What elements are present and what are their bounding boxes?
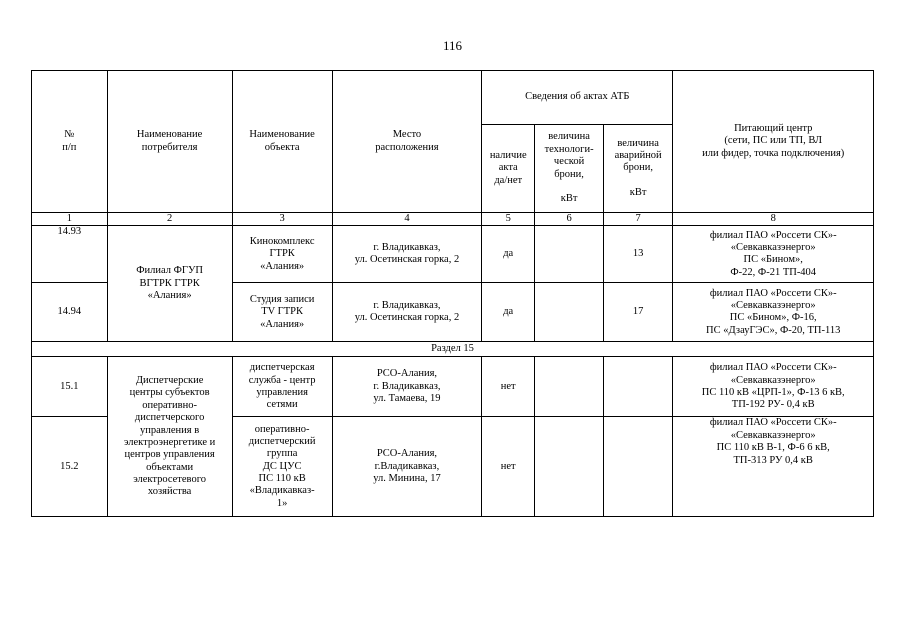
header-num: № п/п <box>32 71 108 213</box>
section-title: Раздел 15 <box>32 342 874 357</box>
location: г. Владикавказ, ул. Осетинская горка, 2 <box>332 226 481 283</box>
tech-reserve <box>535 226 604 283</box>
header-tech-reserve: величина технологи- ческой брони, кВт <box>535 125 604 213</box>
header-emergency-reserve: величина аварийной брони, кВт <box>603 125 673 213</box>
act-presence: нет <box>482 417 535 517</box>
object-name: Студия записи TV ГТРК «Алания» <box>232 283 332 342</box>
emergency-reserve: 17 <box>603 283 673 342</box>
column-number: 3 <box>232 213 332 226</box>
location: РСО-Алания, г.Владикавказ, ул. Минина, 17 <box>332 417 481 517</box>
row-num: 15.1 <box>32 357 108 417</box>
header-supply: Питающий центр (сети, ПС или ТП, ВЛ или фидер, точка подключения) <box>673 71 874 213</box>
object-name: оперативно- диспетчерский группа ДС ЦУС ПС 110 кВ «Владикавказ- 1» <box>232 417 332 517</box>
header-object: Наименование объекта <box>232 71 332 213</box>
row-num: 14.94 <box>32 283 108 342</box>
tech-reserve <box>535 283 604 342</box>
consumer-name: Филиал ФГУП ВГТРК ГТРК «Алания» <box>107 226 232 342</box>
column-number: 7 <box>603 213 673 226</box>
column-number: 1 <box>32 213 108 226</box>
emergency-reserve <box>603 357 673 417</box>
column-number: 2 <box>107 213 232 226</box>
header-consumer: Наименование потребителя <box>107 71 232 213</box>
column-number: 5 <box>482 213 535 226</box>
header-atb-group: Сведения об актах АТБ <box>482 71 673 125</box>
table-row <box>32 226 874 283</box>
header-location: Место расположения <box>332 71 481 213</box>
consumers-table <box>31 70 874 517</box>
emergency-reserve: 13 <box>603 226 673 283</box>
tech-reserve <box>535 417 604 517</box>
location: г. Владикавказ, ул. Осетинская горка, 2 <box>332 283 481 342</box>
column-number: 8 <box>673 213 874 226</box>
row-num: 15.2 <box>32 417 108 517</box>
emergency-reserve <box>603 417 673 517</box>
column-number: 6 <box>535 213 604 226</box>
consumer-name: Диспетчерские центры субъектов оперативно- диспетчерского управления в электроэнергетике и центров управления объектами электросетевого хозяйства <box>107 357 232 517</box>
row-num: 14.93 <box>32 226 108 283</box>
table-row <box>32 357 874 417</box>
act-presence: да <box>482 283 535 342</box>
object-name: Кинокомплекс ГТРК «Алания» <box>232 226 332 283</box>
act-presence: да <box>482 226 535 283</box>
page-number: 116 <box>442 38 463 53</box>
supply-center: филиал ПАО «Россети СК»- «Севкавказэнерго» ПС 110 кВ В-1, Ф-6 6 кВ, ТП-313 РУ 0,4 кВ <box>673 417 874 517</box>
act-presence: нет <box>482 357 535 417</box>
location: РСО-Алания, г. Владикавказ, ул. Тамаева, 19 <box>332 357 481 417</box>
object-name: диспетчерская служба - центр управления сетями <box>232 357 332 417</box>
section-row <box>32 342 874 357</box>
supply-center: филиал ПАО «Россети СК»- «Севкавказэнерго» ПС 110 кВ «ЦРП-1», Ф-13 6 кВ, ТП-192 РУ- 0,4 кВ <box>673 357 874 417</box>
header-act-presence: наличие акта да/нет <box>482 125 535 213</box>
supply-center: филиал ПАО «Россети СК»- «Севкавказэнерго» ПС «Бином», Ф-22, Ф-21 ТП-404 <box>673 226 874 283</box>
tech-reserve <box>535 357 604 417</box>
column-number: 4 <box>332 213 481 226</box>
column-numbers-row <box>32 213 874 226</box>
supply-center: филиал ПАО «Россети СК»- «Севкавказэнерго» ПС «Бином», Ф-16, ПС «ДзауГЭС», Ф-20, ТП-113 <box>673 283 874 342</box>
